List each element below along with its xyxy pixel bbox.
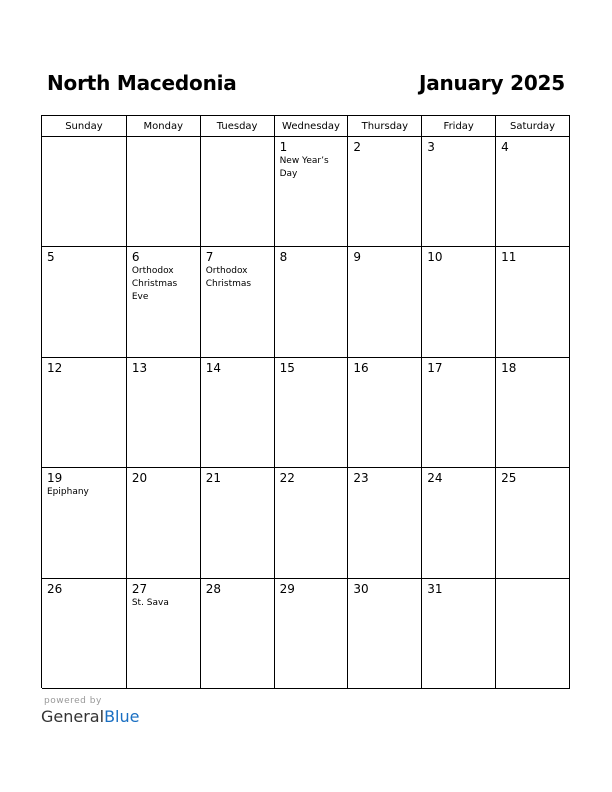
day-cell — [422, 468, 496, 578]
day-cell — [348, 579, 422, 689]
day-cell — [275, 137, 349, 247]
day-cell — [348, 137, 422, 247]
weekday-friday: Friday — [422, 116, 496, 137]
day-number: 10 — [427, 250, 443, 265]
day-number: 6 — [131, 250, 140, 265]
powered-by-text: powered by — [44, 696, 102, 706]
day-cell — [348, 358, 422, 468]
day-number: 29 — [279, 581, 295, 596]
country-title: North Macedonia — [47, 71, 237, 95]
day-number: 20 — [131, 471, 148, 486]
day-cell — [496, 358, 570, 468]
day-cell — [127, 579, 201, 689]
brand-logo — [41, 707, 139, 727]
day-cell — [127, 247, 201, 357]
day-cell — [496, 468, 570, 578]
day-cell — [201, 358, 275, 468]
holiday-label: New Year’s Day — [279, 156, 329, 179]
weekday-monday: Monday — [127, 116, 201, 137]
day-cell — [275, 358, 349, 468]
day-number: 28 — [205, 581, 221, 596]
day-cell — [42, 247, 127, 357]
day-cell — [42, 137, 127, 247]
day-number: 2 — [353, 140, 362, 154]
day-number: 4 — [501, 140, 509, 154]
day-cell — [201, 468, 275, 578]
day-cell — [275, 247, 349, 357]
day-number: 12 — [47, 360, 63, 375]
day-cell — [275, 579, 349, 689]
day-number: 1 — [279, 140, 288, 154]
week-row — [42, 137, 570, 247]
day-cell — [127, 358, 201, 468]
day-cell — [42, 468, 127, 578]
week-row — [42, 247, 570, 357]
week-row — [42, 579, 570, 689]
day-cell — [348, 468, 422, 578]
day-cell — [127, 468, 201, 578]
brand-logo-blue: Blue — [104, 707, 140, 726]
day-cell — [201, 247, 275, 357]
calendar-grid — [41, 115, 570, 688]
day-number: 24 — [427, 471, 443, 486]
day-number: 31 — [427, 581, 443, 596]
day-number: 5 — [47, 250, 55, 265]
weekday-header-row — [42, 116, 570, 137]
day-number: 19 — [47, 471, 63, 486]
week-row — [42, 358, 570, 468]
day-number: 16 — [353, 360, 369, 375]
day-number: 15 — [279, 360, 295, 375]
day-cell — [201, 579, 275, 689]
day-cell — [496, 137, 570, 247]
day-cell — [422, 137, 496, 247]
day-number: 9 — [353, 250, 362, 265]
day-cell — [348, 247, 422, 357]
holiday-label: Epiphany — [47, 487, 89, 498]
day-cell — [496, 247, 570, 357]
day-number: 13 — [131, 360, 148, 375]
day-cell — [42, 358, 127, 468]
day-number: 7 — [205, 250, 214, 265]
weekday-sunday: Sunday — [42, 116, 127, 137]
weekday-saturday: Saturday — [496, 116, 570, 137]
footer-branding — [41, 696, 139, 727]
day-number: 26 — [47, 581, 63, 596]
weekday-thursday: Thursday — [348, 116, 422, 137]
day-cell — [201, 137, 275, 247]
day-number: 21 — [205, 471, 221, 486]
day-number: 23 — [353, 471, 369, 486]
week-row — [42, 468, 570, 578]
day-number: 3 — [427, 140, 435, 154]
holiday-label: St. Sava — [131, 597, 169, 608]
day-cell — [127, 137, 201, 247]
day-cell — [42, 579, 127, 689]
day-number: 22 — [279, 471, 295, 486]
weekday-wednesday: Wednesday — [275, 116, 349, 137]
day-number: 25 — [501, 471, 517, 486]
day-cell — [496, 579, 570, 689]
weekday-tuesday: Tuesday — [201, 116, 275, 137]
day-cell — [422, 579, 496, 689]
holiday-label: Orthodox Christmas Eve — [131, 266, 178, 303]
day-number: 8 — [279, 250, 288, 265]
day-number: 14 — [205, 360, 221, 375]
day-cell — [422, 358, 496, 468]
weeks-container — [42, 137, 570, 689]
month-year-title: January 2025 — [418, 71, 565, 95]
day-number: 11 — [501, 250, 517, 265]
day-number: 18 — [501, 360, 517, 375]
day-number: 30 — [353, 581, 369, 596]
day-cell — [275, 468, 349, 578]
brand-logo-general: General — [41, 707, 105, 726]
day-number: 27 — [131, 581, 148, 596]
holiday-label: Orthodox Christmas — [205, 266, 252, 290]
day-number: 17 — [427, 360, 443, 375]
day-cell — [422, 247, 496, 357]
